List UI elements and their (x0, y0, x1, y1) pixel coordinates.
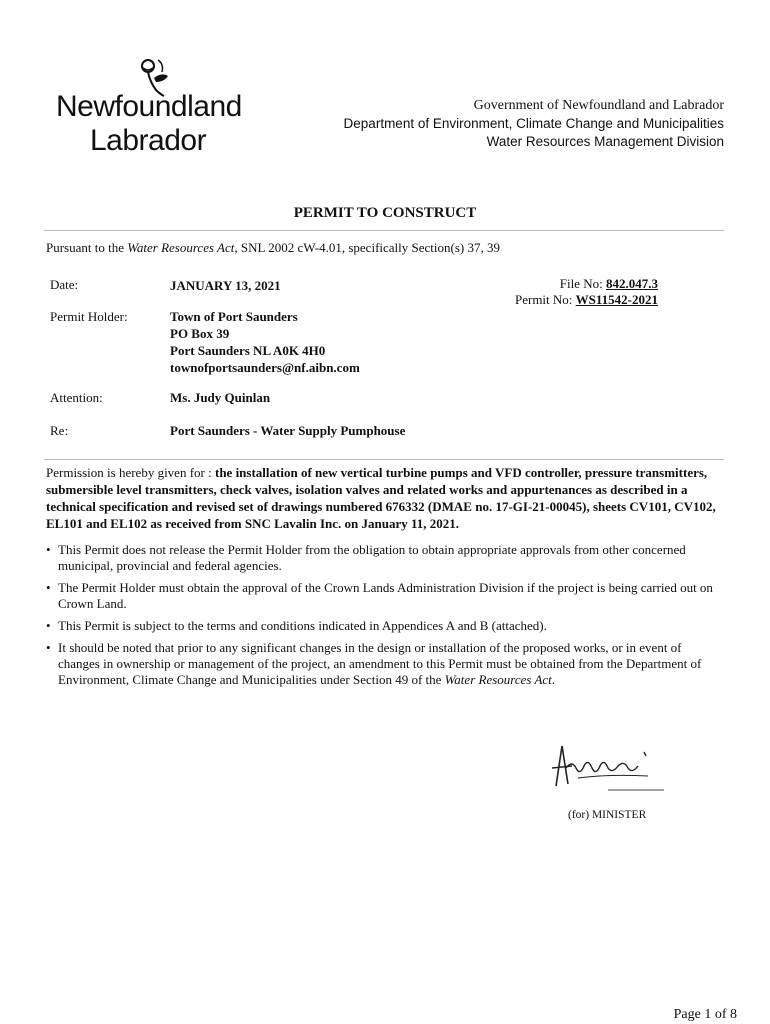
signature-caption: (for) MINISTER (568, 809, 647, 821)
condition-text: This Permit is subject to the terms and conditions indicated in Appendices A and B (attached). (58, 618, 547, 633)
pursuant-statement (46, 240, 500, 256)
pursuant-suffix: , SNL 2002 cW-4.01, specifically Section(s) 37, 39 (234, 240, 500, 255)
divider (44, 230, 724, 231)
permission-body: the installation of new vertical turbine pumps and VFD controller, pressure transmitters, submersible level transmitters, check valves, isolation valves and related works and appurtenances as described in a technical specification and revised set of drawings numbered 676332 (DMAE no. 17-GI-21-00045), sheets CV101, CV102, EL101 and EL102 as received from SNC Lavalin Inc. on January 11, 2021. (46, 465, 716, 531)
holder-email: townofportsaunders@nf.aibn.com (170, 360, 360, 375)
re-label: Re: (50, 423, 69, 438)
condition-text: This Permit does not release the Permit Holder from the obligation to obtain appropriate approvals from other concerned municipal, provincial and federal agencies. (58, 542, 686, 573)
holder-name: Town of Port Saunders (170, 309, 298, 324)
permit-number: WS11542-2021 (575, 292, 658, 307)
nl-government-logo (52, 56, 252, 156)
file-number: 842.047.3 (606, 276, 658, 291)
file-number-label: File No: (559, 276, 606, 291)
handwritten-signature (548, 738, 668, 798)
act-name: Water Resources Act (127, 240, 235, 255)
list-item: • The Permit Holder must obtain the approval of the Crown Lands Administration Division if the project is being carried out on Crown Land. (46, 580, 713, 611)
re-value: Port Saunders - Water Supply Pumphouse (170, 423, 406, 438)
pursuant-prefix: Pursuant to the (46, 240, 128, 255)
list-item: • This Permit does not release the Permit Holder from the obligation to obtain appropriate approvals from other concerned municipal, provincial and federal agencies. (46, 542, 686, 573)
permit-holder-label: Permit Holder: (50, 309, 128, 324)
permit-holder-address (170, 308, 360, 376)
permission-lead: Permission is hereby given for : (46, 465, 215, 480)
condition-text: It should be noted that prior to any significant changes in the design or installation of the proposed works, or in event of changes in ownership or management of the project, an amendment to this Permit must be obtained from the Department of Environment, Climate Change and Municipalities under Section 49 of the (58, 640, 702, 687)
permit-number-row (515, 292, 658, 308)
attention-value: Ms. Judy Quinlan (170, 390, 271, 405)
act-name: Water Resources Act (444, 672, 552, 687)
attention-label: Attention: (50, 390, 103, 405)
date-label: Date: (50, 277, 79, 292)
department-header (344, 97, 724, 151)
permission-paragraph (46, 464, 726, 532)
list-item: • It should be noted that prior to any significant changes in the design or installation of the proposed works, or in event of changes in ownership or management of the project, an amendment to this Permit must be obtained from the Department of Environment, Climate Change and Municipalities under Section 49 of the Water Resources Act. (46, 640, 702, 687)
divider (44, 459, 724, 460)
government-name: Government of Newfoundland and Labrador (473, 98, 724, 113)
holder-po-box: PO Box 39 (170, 326, 230, 341)
page-number: Page 1 of 8 (673, 1007, 737, 1022)
file-permit-numbers (515, 276, 658, 308)
holder-city: Port Saunders NL A0K 4H0 (170, 343, 326, 358)
file-number-row (515, 276, 658, 292)
logo-text-labrador: Labrador (90, 124, 207, 157)
condition-end: . (551, 672, 556, 687)
department-name: Department of Environment, Climate Change and Municipalities (343, 116, 724, 131)
list-item: • This Permit is subject to the terms and conditions indicated in Appendices A and B (attached). (46, 618, 547, 633)
page-title: PERMIT TO CONSTRUCT (293, 205, 477, 221)
logo-text-newfoundland: Newfoundland (56, 90, 242, 123)
division-name: Water Resources Management Division (486, 134, 724, 149)
conditions-list (46, 542, 726, 694)
condition-text: The Permit Holder must obtain the approval of the Crown Lands Administration Division if the project is being carried out on Crown Land. (58, 580, 713, 611)
date-value: JANUARY 13, 2021 (170, 278, 281, 293)
permit-number-label: Permit No: (514, 292, 576, 307)
